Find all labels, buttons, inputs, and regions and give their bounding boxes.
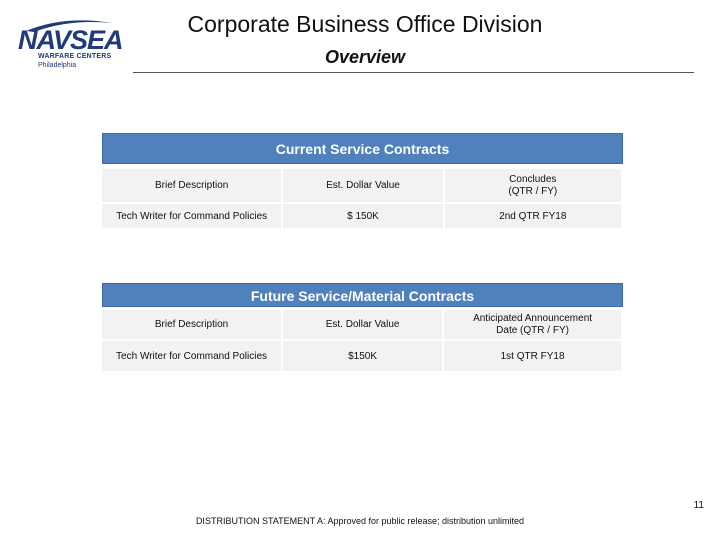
table-cell: Tech Writer for Command Policies (102, 204, 281, 228)
column-header: Anticipated Announcement Date (QTR / FY) (444, 310, 621, 341)
table-cell: 1st QTR FY18 (444, 341, 621, 371)
current-contracts-table (102, 133, 623, 228)
table-cell: $ 150K (283, 204, 442, 228)
column-header: Est. Dollar Value (283, 169, 442, 204)
table-header-row (102, 169, 621, 204)
column-header: Concludes (QTR / FY) (445, 169, 621, 204)
future-contracts-heading: Future Service/Material Contracts (102, 283, 623, 307)
current-contracts-heading: Current Service Contracts (102, 133, 623, 164)
table-cell: 2nd QTR FY18 (445, 204, 621, 228)
table-header-row (102, 310, 621, 341)
column-header: Est. Dollar Value (283, 310, 442, 341)
logo-location: Philadelphia (38, 62, 77, 69)
future-contracts-grid (100, 310, 623, 371)
column-header: Brief Description (102, 310, 281, 341)
table-cell: $150K (283, 341, 442, 371)
distribution-statement: DISTRIBUTION STATEMENT A: Approved for public release; distribution unlimited (195, 516, 525, 526)
current-contracts-grid (100, 169, 623, 228)
logo-wordmark: NAVSEA (18, 25, 123, 55)
column-header: Brief Description (102, 169, 281, 204)
page-title: Corporate Business Office Division (187, 11, 543, 37)
table-cell: Tech Writer for Command Policies (102, 341, 281, 371)
page-subtitle: Overview (324, 47, 406, 67)
logo-subtitle: WARFARE CENTERS (38, 53, 112, 60)
page-number: 11 (693, 500, 704, 511)
future-contracts-table (102, 283, 623, 371)
navsea-logo (14, 12, 126, 82)
table-row (102, 204, 621, 228)
table-row (102, 341, 621, 371)
title-divider (133, 72, 694, 73)
